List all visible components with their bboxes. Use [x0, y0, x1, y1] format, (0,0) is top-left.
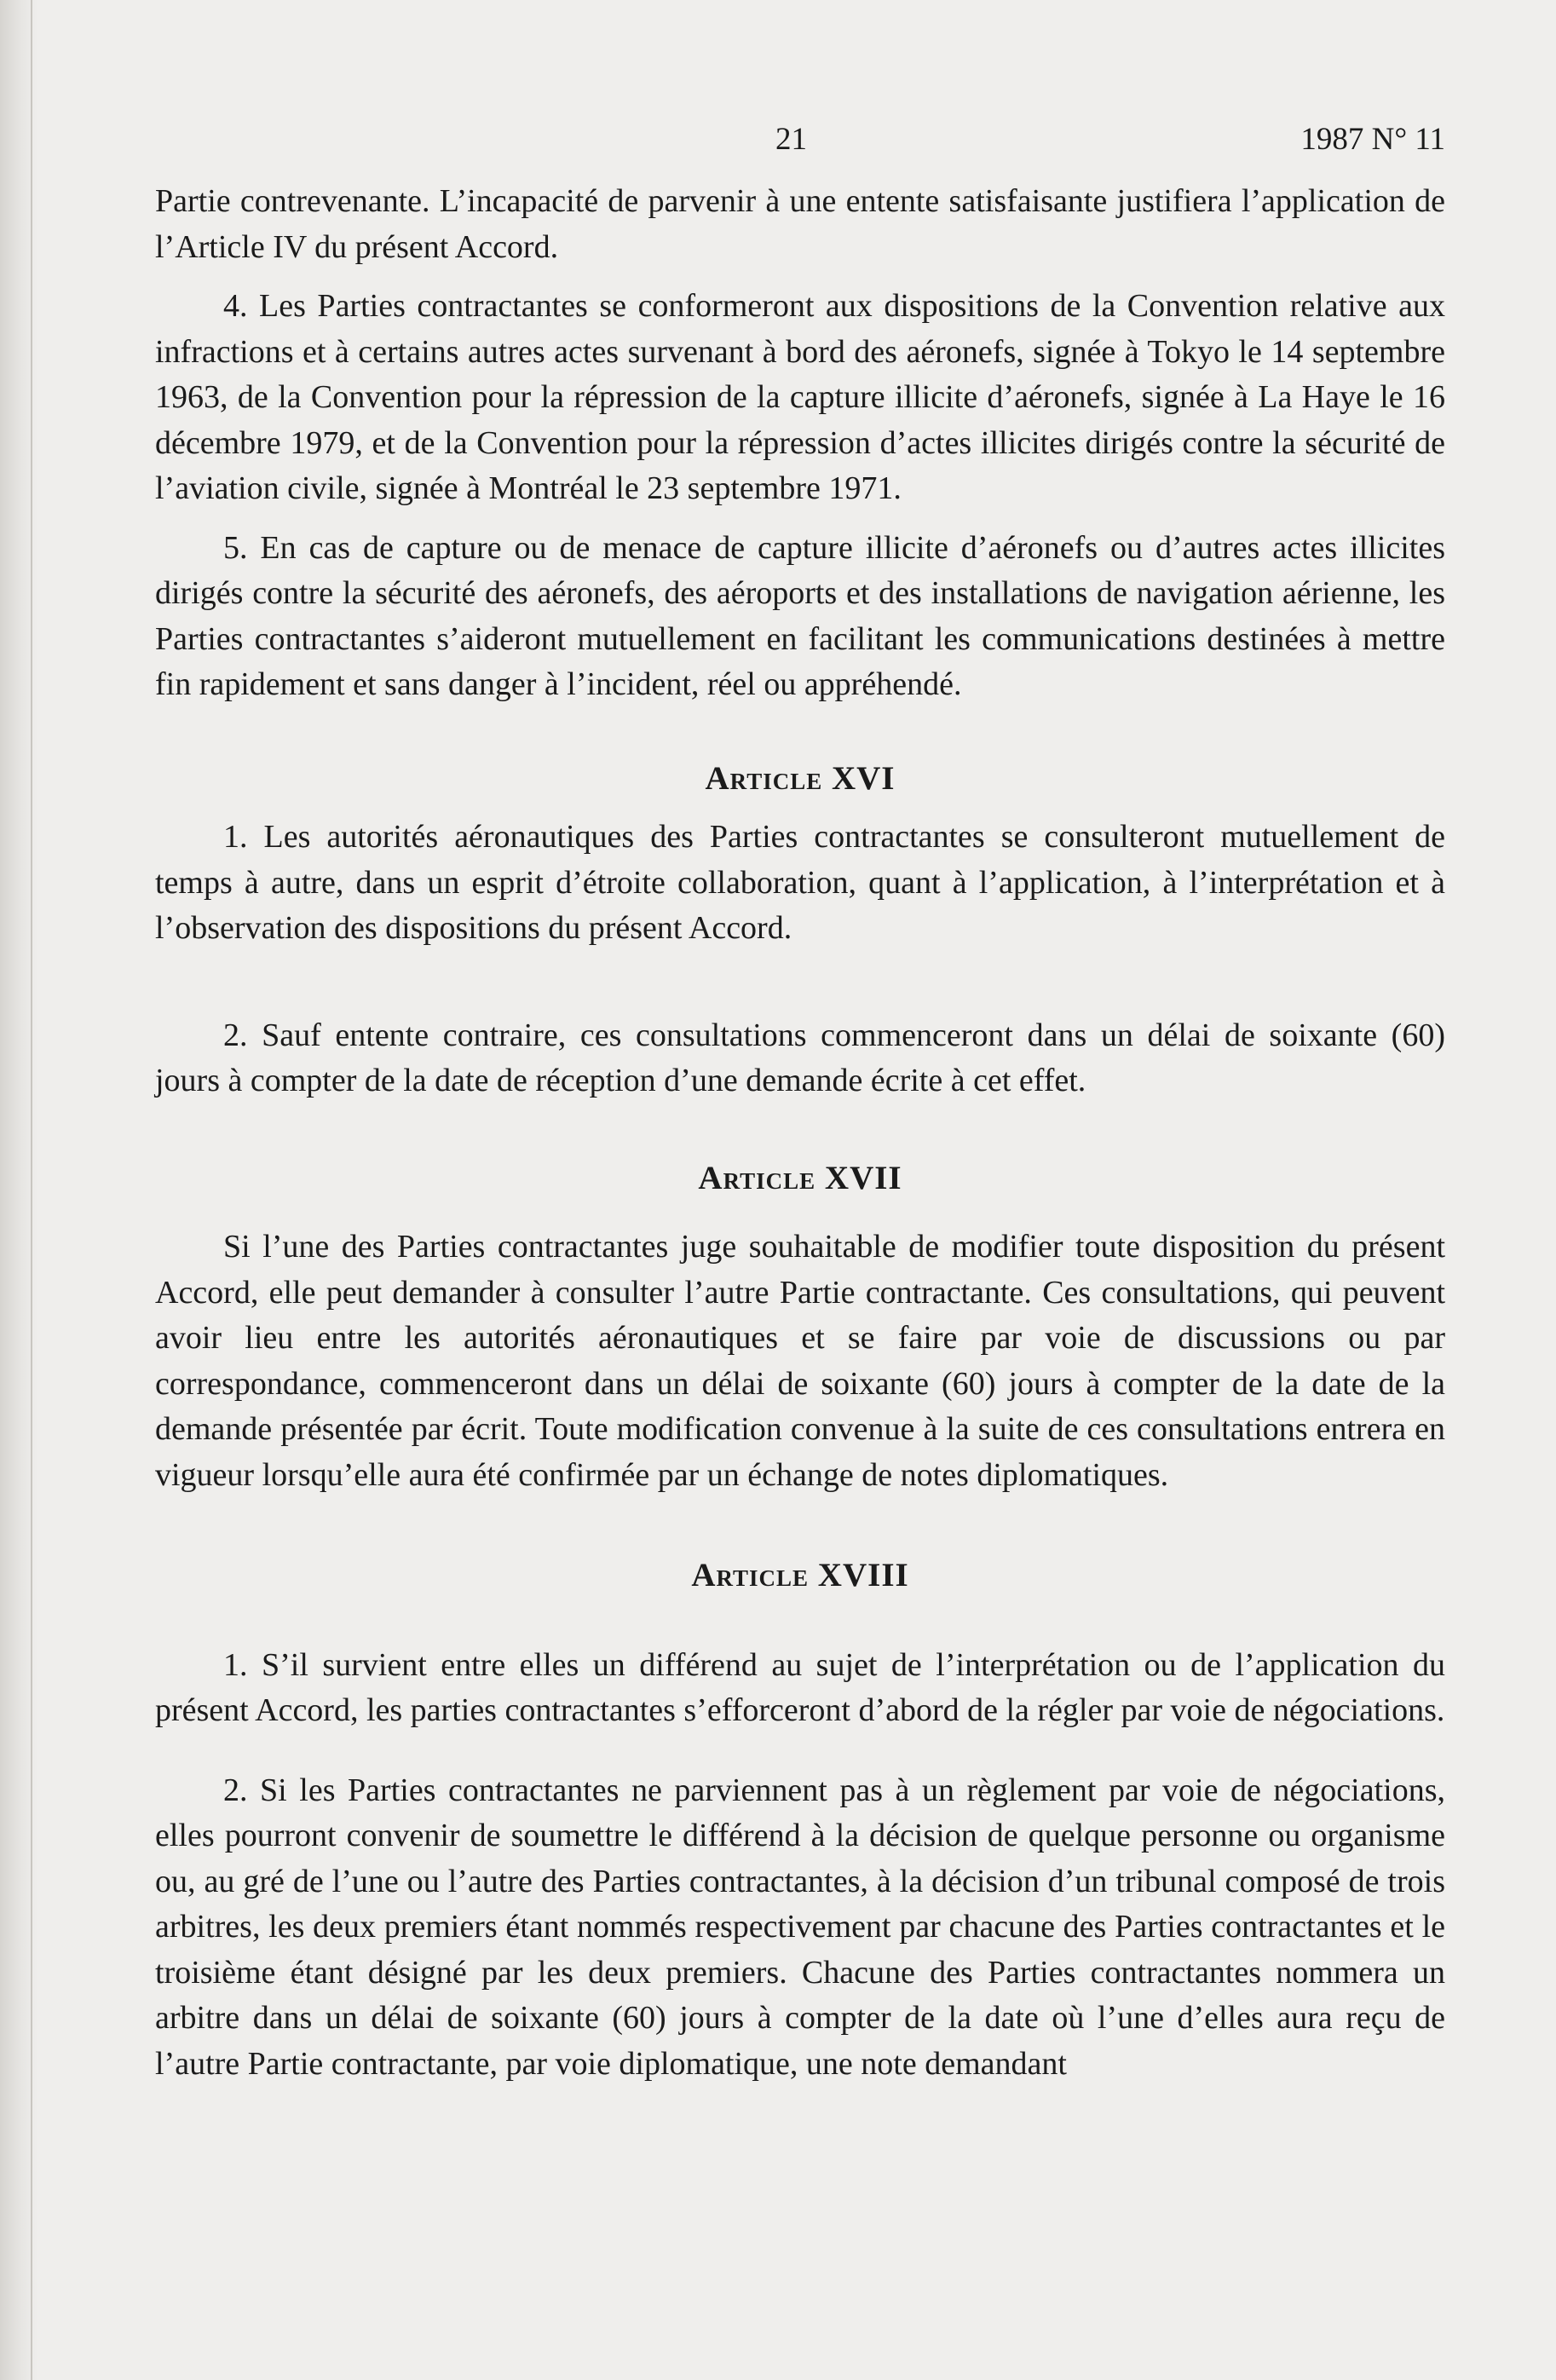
page-binding-edge [31, 0, 32, 2380]
document-reference: 1987 N° 11 [1300, 122, 1445, 157]
paragraph-5: 5. En cas de capture ou de menace de capture illicite d’aéronefs ou d’autres actes illicites dirigés contre la sécurité des aéronefs, des aéroports et des installations de navigation aérienne, les Parties contractantes s’aideront mutuellement en facilitant les communications destinées à mettre fin rapidement et sans danger à l’incident, réel ou appréhendé. [155, 529, 1445, 702]
article-xvi-paragraph-2: 2. Sauf entente contraire, ces consultations commenceront dans un délai de soixante (60) jours à compter de la date de réception d’une demande écrite à cet effet. [155, 1017, 1445, 1098]
document-body [155, 179, 1445, 2087]
article-xviii-paragraph-1: 1. S’il survient entre elles un différend au sujet de l’interprétation ou de l’application du présent Accord, les parties contractantes s’efforceront d’abord de la régler par voie de négociations. [155, 1646, 1445, 1728]
article-xvii-paragraph: Si l’une des Parties contractantes juge souhaitable de modifier toute disposition du présent Accord, elle peut demander à consulter l’autre Partie contractante. Ces consultations, qui peuvent avoir lieu entre les autorités aéronautiques et se faire par voie de discussions ou par correspondance, commenceront dans un délai de soixante (60) jours à compter de la date de la demande présentée par écrit. Toute modification convenue à la suite de ces consultations entrera en vigueur lorsqu’elle aura été confirmée par un échange de notes diplomatiques. [155, 1229, 1445, 1493]
paragraph-continuation: Partie contrevenante. L’incapacité de parvenir à une entente satisfaisante justifiera l’application de l’Article IV du présent Accord. [155, 183, 1445, 265]
document-page [155, 111, 1445, 2087]
article-xvii-heading: Article XVII [698, 1159, 902, 1196]
running-header [155, 111, 1445, 162]
article-xvi-heading: Article XVI [705, 759, 896, 797]
paragraph-4: 4. Les Parties contractantes se conformeront aux dispositions de la Convention relative aux infractions et à certains autres actes survenant à bord des aéronefs, signée à Tokyo le 14 septembre 1963, de la Convention pour la répression de la capture illicite d’aéronefs, signée à La Haye le 16 décembre 1979, et de la Convention pour la répression d’actes illicites dirigés contre la sécurité de l’aviation civile, signée à Montréal le 23 septembre 1971. [155, 288, 1445, 506]
article-xviii-heading: Article XVIII [691, 1557, 909, 1593]
article-xviii-paragraph-2: 2. Si les Parties contractantes ne parviennent pas à un règlement par voie de négociations, elles pourront convenir de soumettre le différend à la décision de quelque personne ou organisme ou, au gré de l’une ou l’autre des Parties contractantes, à la décision d’un tribunal composé de trois arbitres, les deux premiers étant nommés respectivement par chacune des Parties contractantes et le troisième étant désigné par les deux premiers. Chacune des Parties contractantes nommera un arbitre dans un délai de soixante (60) jours à compter de la date où l’une d’elles aura reçu de l’autre Partie contractante, par voie diplomatique, une note demandant [155, 1772, 1445, 2082]
article-xvi-paragraph-1: 1. Les autorités aéronautiques des Parties contractantes se consulteront mutuellement de temps à autre, dans un esprit d’étroite collaboration, quant à l’application, à l’interprétation et à l’observation des dispositions du présent Accord. [155, 819, 1445, 946]
page-number: 21 [775, 122, 807, 157]
